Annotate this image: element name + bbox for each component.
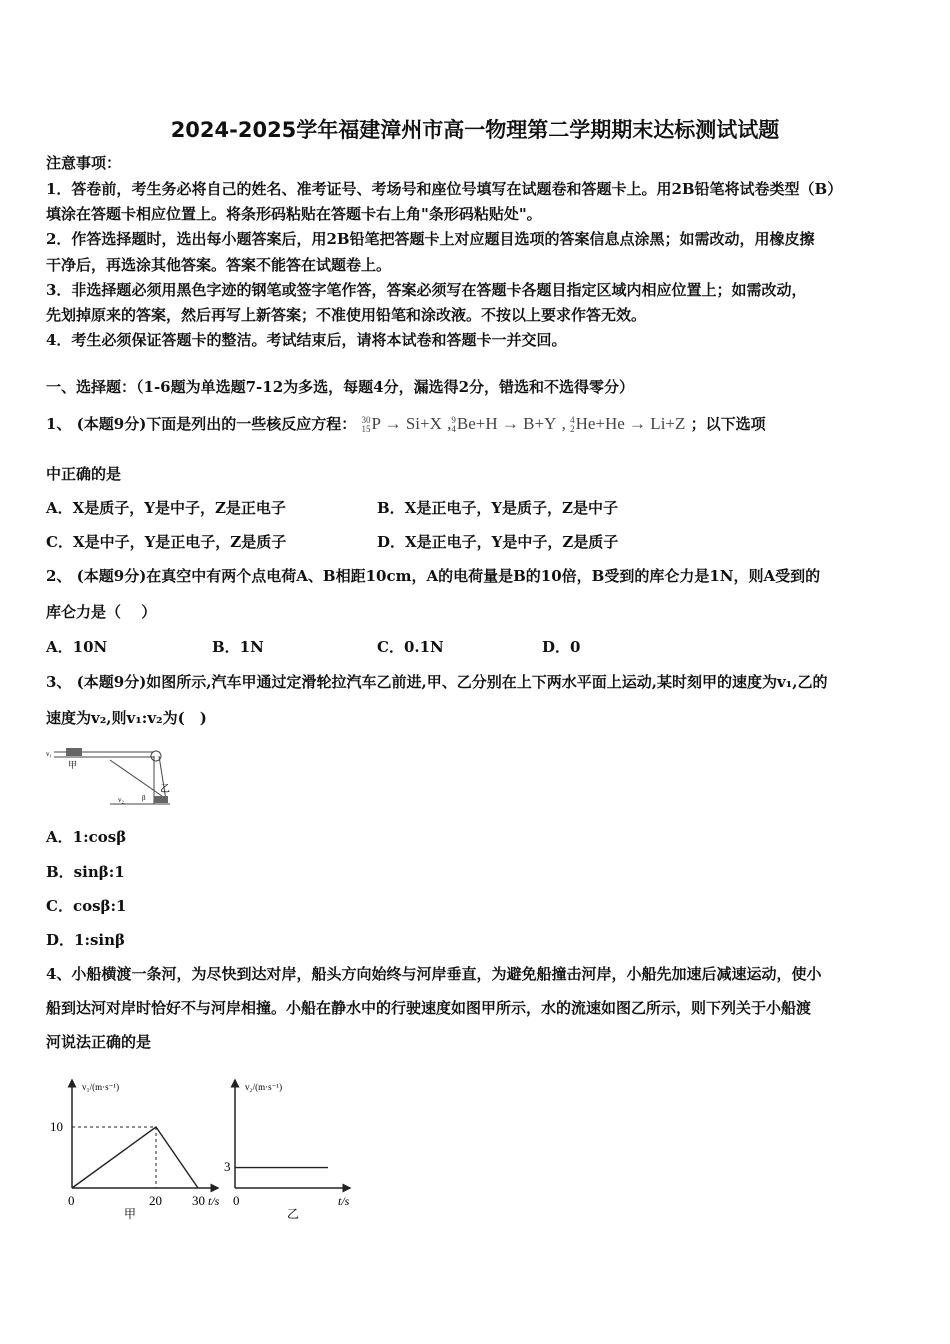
chart-yi	[224, 1080, 350, 1221]
car-yi-icon	[154, 796, 168, 803]
q1-stem-text: 1、 (本题9分)下面是列出的一些核反应方程：	[46, 415, 357, 433]
y-tick: 10	[50, 1119, 63, 1134]
notice-line: 3．非选择题必须用黑色字迹的钢笔或签字笔作答，答案必须写在答题卡各题目指定区域内相应位置上；如需改动，	[46, 281, 807, 299]
section-heading: 一、选择题：（1-6题为单选题7-12为多选，每题4分，漏选得2分，错选和不选得零分）	[46, 378, 635, 396]
q2-line2: 库仑力是（ ）	[46, 603, 157, 621]
q1-option-b[interactable]: B．X是正电子，Y是质子，Z是中子	[377, 499, 618, 517]
svg-text:乙: 乙	[160, 784, 170, 795]
series-line	[72, 1127, 198, 1188]
y-axis-label: v₂/(m·s⁻¹)	[245, 1082, 283, 1092]
q2-line1: 2、 (本题9分)在真空中有两个点电荷A、B相距10cm，A的电荷量是B的10倍，B受到的库仑力是1N，则A受到的	[46, 567, 821, 585]
q1-option-d[interactable]: D．X是正电子，Y是中子，Z是质子	[377, 533, 619, 551]
q4-line: 河说法正确的是	[46, 1033, 152, 1051]
chart-title: 乙	[287, 1207, 300, 1221]
chart-jia	[50, 1080, 220, 1221]
notice-line: 填涂在答题卡相应位置上。将条形码粘贴在答题卡右上角"条形码粘贴处"。	[46, 205, 542, 223]
q3-option-c[interactable]: C．cosβ:1	[46, 897, 127, 915]
svg-text:β: β	[142, 794, 146, 802]
q1-option-c[interactable]: C．X是中子，Y是正电子，Z是质子	[46, 533, 287, 551]
notice-line: 1．答卷前，考生务必将自己的姓名、准考证号、考场号和座位号填写在试题卷和答题卡上。用2B铅笔将试卷类型（B）	[46, 180, 843, 198]
notice-line: 干净后，再选涂其他答案。答案不能答在试题卷上。	[46, 256, 392, 274]
chart-title: 甲	[124, 1207, 137, 1221]
car-jia-icon	[66, 748, 82, 756]
equation-1: 30 15 P → Si+X	[361, 414, 442, 435]
page-title: 2024-2025学年福建漳州市高一物理第二学期期末达标测试试题	[170, 118, 780, 142]
q4-line: 4、小船横渡一条河，为尽快到达对岸，船头方向始终与河岸垂直，为避免船撞击河岸，小船先加速后减速运动，使小	[46, 965, 822, 983]
velocity-charts	[40, 1070, 370, 1230]
q2-option-b[interactable]: B．1N	[212, 638, 264, 656]
q1-tail: ；以下选项	[690, 415, 766, 433]
x-tick: 20	[149, 1193, 162, 1208]
equation-3: , 4 2 He+He → Li+Z	[561, 414, 686, 435]
q3-line1: 3、 (本题9分)如图所示,汽车甲通过定滑轮拉汽车乙前进,甲、乙分别在上下两水平面上运动,某时刻甲的速度为v₁,乙的	[46, 673, 828, 691]
q3-option-d[interactable]: D．1:sinβ	[46, 931, 125, 949]
q2-option-d[interactable]: D．0	[542, 638, 581, 656]
svg-text:v₁: v₁	[46, 750, 52, 758]
notice-line: 2．作答选择题时，选出每小题答案后，用2B铅笔把答题卡上对应题目选项的答案信息点涂黑；如需改动，用橡皮擦	[46, 230, 815, 248]
y-axis-label: v₁/(m·s⁻¹)	[82, 1082, 120, 1092]
x-tick: 0	[68, 1193, 75, 1208]
q1-line2: 中正确的是	[46, 465, 122, 483]
q1-stem	[46, 413, 766, 434]
pulley-figure	[44, 744, 174, 810]
equation-2: , 9 4 Be+H → B+Y	[447, 414, 557, 435]
svg-text:甲: 甲	[68, 760, 78, 770]
q2-option-a[interactable]: A．10N	[46, 638, 108, 656]
x-tick: 0	[233, 1193, 240, 1208]
q1-option-a[interactable]: A．X是质子，Y是中子，Z是正电子	[46, 499, 286, 517]
x-axis-label: t/s	[338, 1194, 350, 1208]
q3-option-b[interactable]: B．sinβ:1	[46, 863, 125, 881]
q3-line2: 速度为v₂,则v₁:v₂为( )	[46, 709, 207, 727]
svg-text:v₂: v₂	[118, 796, 124, 804]
x-axis-label: t/s	[208, 1194, 220, 1208]
q3-option-a[interactable]: A．1:cosβ	[46, 828, 127, 846]
y-tick: 3	[224, 1159, 231, 1174]
q4-line: 船到达河对岸时恰好不与河岸相撞。小船在静水中的行驶速度如图甲所示，水的流速如图乙所示，则下列关于小船渡	[46, 999, 812, 1017]
notice-line: 先划掉原来的答案，然后再写上新答案；不准使用铅笔和涂改液。不按以上要求作答无效。	[46, 306, 647, 324]
q2-option-c[interactable]: C．0.1N	[377, 638, 444, 656]
notice-heading: 注意事项：	[46, 154, 122, 172]
notice-line: 4．考生必须保证答题卡的整洁。考试结束后，请将本试卷和答题卡一并交回。	[46, 331, 567, 349]
x-tick: 30	[192, 1193, 205, 1208]
